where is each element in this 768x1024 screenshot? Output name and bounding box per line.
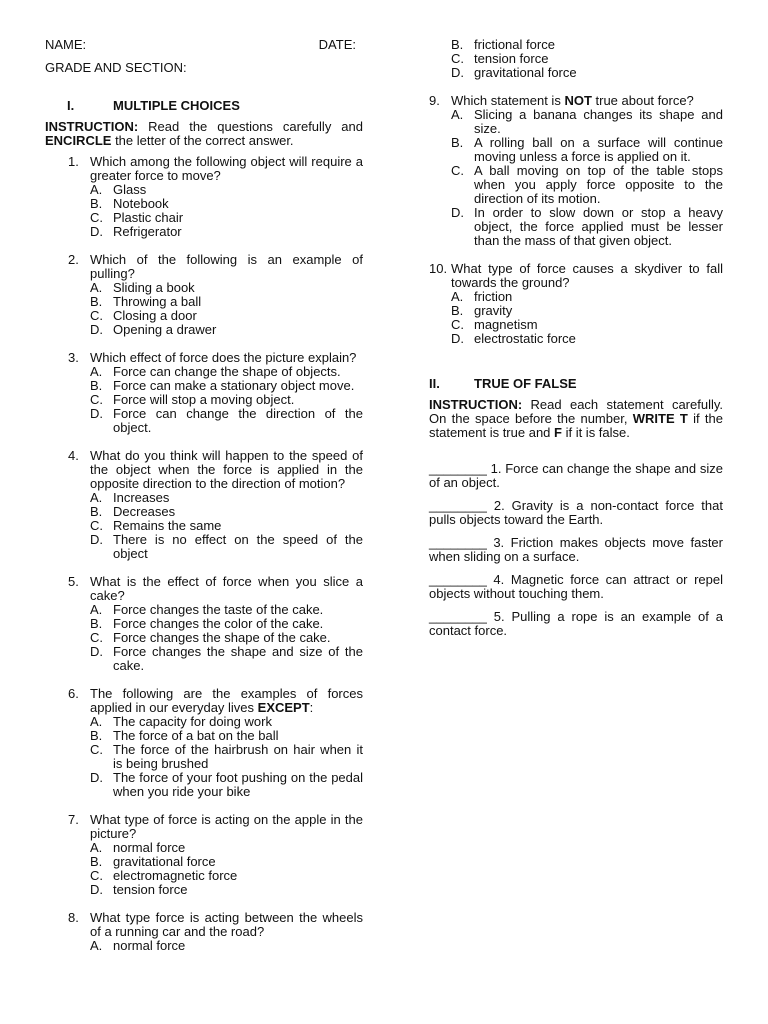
choice-letter: C. xyxy=(451,163,464,178)
answer-choice[interactable] xyxy=(451,304,723,318)
questions-right xyxy=(429,94,723,346)
question-text-part: What do you think will happen to the speed of the object when the force is applied in the opposite direction to the direction of motion? xyxy=(90,448,363,491)
question-text-part: true about force? xyxy=(591,93,694,108)
choice-letter: B. xyxy=(90,728,103,743)
question-text-part: What is the effect of force when you slice a cake? xyxy=(90,574,363,603)
date-label: DATE: xyxy=(318,37,356,52)
question-text-part: The following are the examples of forces applied in our everyday lives xyxy=(90,686,363,715)
question-text-part: What type of force causes a skydiver to fall towards the ground? xyxy=(451,261,723,290)
answer-choice[interactable] xyxy=(90,869,363,883)
choice-letter: A. xyxy=(90,602,103,617)
question-text xyxy=(90,813,363,841)
choice-letter: B. xyxy=(90,196,103,211)
answer-choice[interactable] xyxy=(90,883,363,897)
instruction-text: the letter of the correct answer. xyxy=(111,133,294,148)
question-text-part: Which among the following object will require a greater force to move? xyxy=(90,154,363,183)
question-text-part: Which of the following is an example of pulling? xyxy=(90,252,363,281)
answer-choice[interactable] xyxy=(90,631,363,645)
answer-choice[interactable] xyxy=(90,365,363,379)
question-text xyxy=(90,253,363,281)
instruction-keyword: ENCIRCLE xyxy=(45,133,112,148)
choice-letter: C. xyxy=(90,210,103,225)
true-false-item xyxy=(429,499,723,527)
choice-text: The capacity for doing work xyxy=(113,714,272,729)
choice-text: gravitational force xyxy=(474,65,577,80)
choice-text: Decreases xyxy=(113,504,176,519)
question-number: 5. xyxy=(68,574,79,589)
choice-letter: A. xyxy=(90,364,103,379)
choice-letter: D. xyxy=(451,331,464,346)
statement-text: 3. Friction makes objects move faster when sliding on a surface. xyxy=(429,535,723,564)
answer-choice[interactable] xyxy=(451,136,723,164)
choice-letter: D. xyxy=(90,406,103,421)
question-body xyxy=(90,813,363,897)
answer-choice[interactable] xyxy=(451,108,723,136)
answer-choice[interactable] xyxy=(90,519,363,533)
choice-text: Sliding a book xyxy=(113,280,195,295)
answer-choice[interactable] xyxy=(90,197,363,211)
question-keyword: EXCEPT xyxy=(257,700,310,715)
answer-choice[interactable] xyxy=(90,855,363,869)
choice-letter: C. xyxy=(90,630,103,645)
instruction-keyword: F xyxy=(554,425,562,440)
question-body xyxy=(90,155,363,239)
choice-text: The force of a bat on the ball xyxy=(113,728,279,743)
choice-text: A rolling ball on a surface will continue moving unless a force is applied on it. xyxy=(474,135,723,164)
true-false-item xyxy=(429,573,723,601)
answer-choice[interactable] xyxy=(451,290,723,304)
question-text xyxy=(90,155,363,183)
answer-choice[interactable] xyxy=(90,603,363,617)
choice-text: Slicing a banana changes its shape and size. xyxy=(474,107,723,136)
choice-text: electrostatic force xyxy=(474,331,576,346)
choice-letter: B. xyxy=(90,616,103,631)
choice-text: Opening a drawer xyxy=(113,322,217,337)
answer-choice[interactable] xyxy=(90,841,363,855)
answer-choice[interactable] xyxy=(90,393,363,407)
choice-letter: B. xyxy=(90,854,103,869)
choice-text: electromagnetic force xyxy=(113,868,238,883)
choice-letter: C. xyxy=(90,868,103,883)
answer-choice[interactable] xyxy=(90,211,363,225)
question-text xyxy=(90,687,363,715)
choice-text: In order to slow down or stop a heavy object, the force applied must be lesser than the mass of that given object. xyxy=(474,205,723,248)
question-body xyxy=(90,449,363,561)
question-text xyxy=(90,351,363,365)
answer-blank: ________ xyxy=(429,535,487,550)
choice-text: Force changes the shape of the cake. xyxy=(113,630,331,645)
choice-text: Closing a door xyxy=(113,308,197,323)
instruction-text: if the statement is true and xyxy=(429,411,724,440)
choice-letter: D. xyxy=(90,322,103,337)
answer-choice[interactable] xyxy=(90,617,363,631)
section-1-heading: MULTIPLE CHOICES xyxy=(113,98,240,113)
section-1-roman: I. xyxy=(67,98,75,113)
answer-choice[interactable] xyxy=(90,505,363,519)
question-body xyxy=(90,911,363,953)
choice-letter: C. xyxy=(90,518,103,533)
question-item xyxy=(45,351,363,435)
answer-choice[interactable] xyxy=(90,183,363,197)
answer-choice[interactable] xyxy=(90,323,363,337)
choice-letter: D. xyxy=(451,65,464,80)
question-number: 4. xyxy=(68,448,79,463)
choice-letter: D. xyxy=(90,770,103,785)
answer-choice[interactable] xyxy=(90,533,363,561)
question-item xyxy=(45,687,363,799)
question-text xyxy=(451,262,723,290)
choice-letter: B. xyxy=(451,135,464,150)
choice-text: Force changes the color of the cake. xyxy=(113,616,324,631)
answer-choice[interactable] xyxy=(90,295,363,309)
choice-letter: B. xyxy=(451,303,464,318)
choice-letter: D. xyxy=(90,644,103,659)
choice-letter: D. xyxy=(90,224,103,239)
question-text-part: Which statement is xyxy=(451,93,565,108)
instruction-label: INSTRUCTION: xyxy=(45,119,139,134)
left-column xyxy=(45,38,363,953)
instruction-text: Read each statement carefully. On the space before the number, xyxy=(429,397,723,426)
question-text-part: : xyxy=(309,700,314,715)
choice-text: magnetism xyxy=(474,317,538,332)
choice-text: Force can change the shape of objects. xyxy=(113,364,341,379)
answer-choice[interactable] xyxy=(90,715,363,729)
true-false-item xyxy=(429,536,723,564)
question-number: 7. xyxy=(68,812,79,827)
question-body xyxy=(451,94,723,248)
name-label: NAME: xyxy=(45,37,87,52)
section-2-heading: TRUE OF FALSE xyxy=(474,376,577,391)
choice-letter: A. xyxy=(90,714,103,729)
answer-blank: ________ xyxy=(429,609,487,624)
choice-text: gravitational force xyxy=(113,854,216,869)
question-number: 8. xyxy=(68,910,79,925)
choice-letter: A. xyxy=(90,840,103,855)
question-number: 6. xyxy=(68,686,79,701)
answer-choice[interactable] xyxy=(90,771,363,799)
question-item xyxy=(45,575,363,673)
question-number: 3. xyxy=(68,350,79,365)
choice-letter: A. xyxy=(451,107,464,122)
right-column xyxy=(429,38,723,638)
choice-letter: D. xyxy=(90,882,103,897)
choice-text: normal force xyxy=(113,840,186,855)
statement-text: 5. Pulling a rope is an example of a contact force. xyxy=(429,609,723,638)
answer-choice[interactable] xyxy=(451,38,723,52)
answer-choice[interactable] xyxy=(90,379,363,393)
choice-text: Force changes the shape and size of the cake. xyxy=(113,644,363,673)
choice-text: Notebook xyxy=(113,196,169,211)
choice-text: Force can make a stationary object move. xyxy=(113,378,355,393)
choice-letter: D. xyxy=(451,205,464,220)
instruction-text: Read the questions carefully and xyxy=(138,119,363,134)
question-body xyxy=(90,687,363,799)
choice-text: tension force xyxy=(113,882,188,897)
choice-text: friction xyxy=(474,289,513,304)
answer-choice[interactable] xyxy=(90,939,363,953)
question-number: 9. xyxy=(429,93,440,108)
choice-letter: C. xyxy=(451,51,464,66)
section-1-title xyxy=(45,99,363,113)
question-body xyxy=(90,575,363,673)
answer-choice[interactable] xyxy=(90,491,363,505)
true-false-list xyxy=(429,462,723,638)
choice-letter: C. xyxy=(90,308,103,323)
choice-text: Throwing a ball xyxy=(113,294,202,309)
choice-text: The force of the hairbrush on hair when it is being brushed xyxy=(113,742,363,771)
answer-choice[interactable] xyxy=(451,52,723,66)
choice-text: tension force xyxy=(474,51,549,66)
answer-choice[interactable] xyxy=(451,332,723,346)
choice-letter: B. xyxy=(451,37,464,52)
choice-letter: C. xyxy=(451,317,464,332)
instruction-label: INSTRUCTION: xyxy=(429,397,523,412)
answer-choice[interactable] xyxy=(90,309,363,323)
choice-letter: A. xyxy=(451,289,464,304)
question-item xyxy=(45,155,363,239)
statement-text: 1. Force can change the shape and size of an object. xyxy=(429,461,723,490)
answer-choice[interactable] xyxy=(451,206,723,248)
instruction-text: if it is false. xyxy=(561,425,630,440)
question-number: 10. xyxy=(429,261,448,276)
choice-text: The force of your foot pushing on the pedal when you ride your bike xyxy=(113,770,363,799)
question-body xyxy=(90,253,363,337)
statement-text: 4. Magnetic force can attract or repel objects without touching them. xyxy=(429,572,723,601)
choice-letter: A. xyxy=(90,182,103,197)
answer-blank: ________ xyxy=(429,498,487,513)
question-text xyxy=(451,94,723,108)
choice-text: Force changes the taste of the cake. xyxy=(113,602,324,617)
answer-choice[interactable] xyxy=(451,318,723,332)
choice-text: Increases xyxy=(113,490,170,505)
answer-choice[interactable] xyxy=(90,645,363,673)
question-number: 1. xyxy=(68,154,79,169)
question-body xyxy=(451,262,723,346)
choice-text: gravity xyxy=(474,303,513,318)
choice-letter: A. xyxy=(90,938,103,953)
question-text xyxy=(90,575,363,603)
question-text xyxy=(90,449,363,491)
choice-letter: C. xyxy=(90,742,103,757)
choice-text: A ball moving on top of the table stops when you apply force opposite to the direction of its motion. xyxy=(474,163,723,206)
section-2-title xyxy=(429,377,723,391)
section-2-roman: II. xyxy=(429,376,440,391)
choice-letter: D. xyxy=(90,532,103,547)
answer-choice[interactable] xyxy=(451,66,723,80)
choice-text: Glass xyxy=(113,182,147,197)
choice-text: frictional force xyxy=(474,37,555,52)
statement-text: 2. Gravity is a non-contact force that pulls objects toward the Earth. xyxy=(429,498,723,527)
question-item xyxy=(45,813,363,897)
question-body xyxy=(90,351,363,435)
choice-letter: B. xyxy=(90,504,103,519)
section-1-instruction xyxy=(45,120,363,148)
question-keyword: NOT xyxy=(564,93,592,108)
question-text-part: What type force is acting between the wheels of a running car and the road? xyxy=(90,910,363,939)
grade-section-label: GRADE AND SECTION: xyxy=(45,60,187,75)
true-false-item xyxy=(429,610,723,638)
question-text-part: What type of force is acting on the apple in the picture? xyxy=(90,812,363,841)
choice-letter: A. xyxy=(90,280,103,295)
choice-letter: B. xyxy=(90,378,103,393)
answer-blank: ________ xyxy=(429,461,487,476)
answer-blank: ________ xyxy=(429,572,487,587)
choice-text: Force will stop a moving object. xyxy=(113,392,295,407)
question-item xyxy=(45,911,363,953)
answer-choice[interactable] xyxy=(90,743,363,771)
answer-choice[interactable] xyxy=(90,407,363,435)
choice-letter: B. xyxy=(90,294,103,309)
question-8-continued-choices xyxy=(429,38,723,80)
choice-text: Force can change the direction of the object. xyxy=(113,406,363,435)
question-text xyxy=(90,911,363,939)
choice-text: normal force xyxy=(113,938,186,953)
true-false-item xyxy=(429,462,723,490)
question-item xyxy=(45,253,363,337)
question-number: 2. xyxy=(68,252,79,267)
questions-left xyxy=(45,155,363,953)
answer-choice[interactable] xyxy=(90,729,363,743)
choice-text: Remains the same xyxy=(113,518,222,533)
question-text-part: Which effect of force does the picture explain? xyxy=(90,350,357,365)
question-item xyxy=(429,94,723,248)
section-2-instruction xyxy=(429,398,723,440)
answer-choice[interactable] xyxy=(90,225,363,239)
question-item xyxy=(429,262,723,346)
name-date-line xyxy=(45,38,363,52)
choice-text: Refrigerator xyxy=(113,224,182,239)
choice-text: There is no effect on the speed of the object xyxy=(113,532,363,561)
choice-text: Plastic chair xyxy=(113,210,184,225)
question-item xyxy=(45,449,363,561)
instruction-keyword: WRITE T xyxy=(632,411,688,426)
answer-choice[interactable] xyxy=(90,281,363,295)
choice-letter: A. xyxy=(90,490,103,505)
answer-choice[interactable] xyxy=(451,164,723,206)
choice-letter: C. xyxy=(90,392,103,407)
